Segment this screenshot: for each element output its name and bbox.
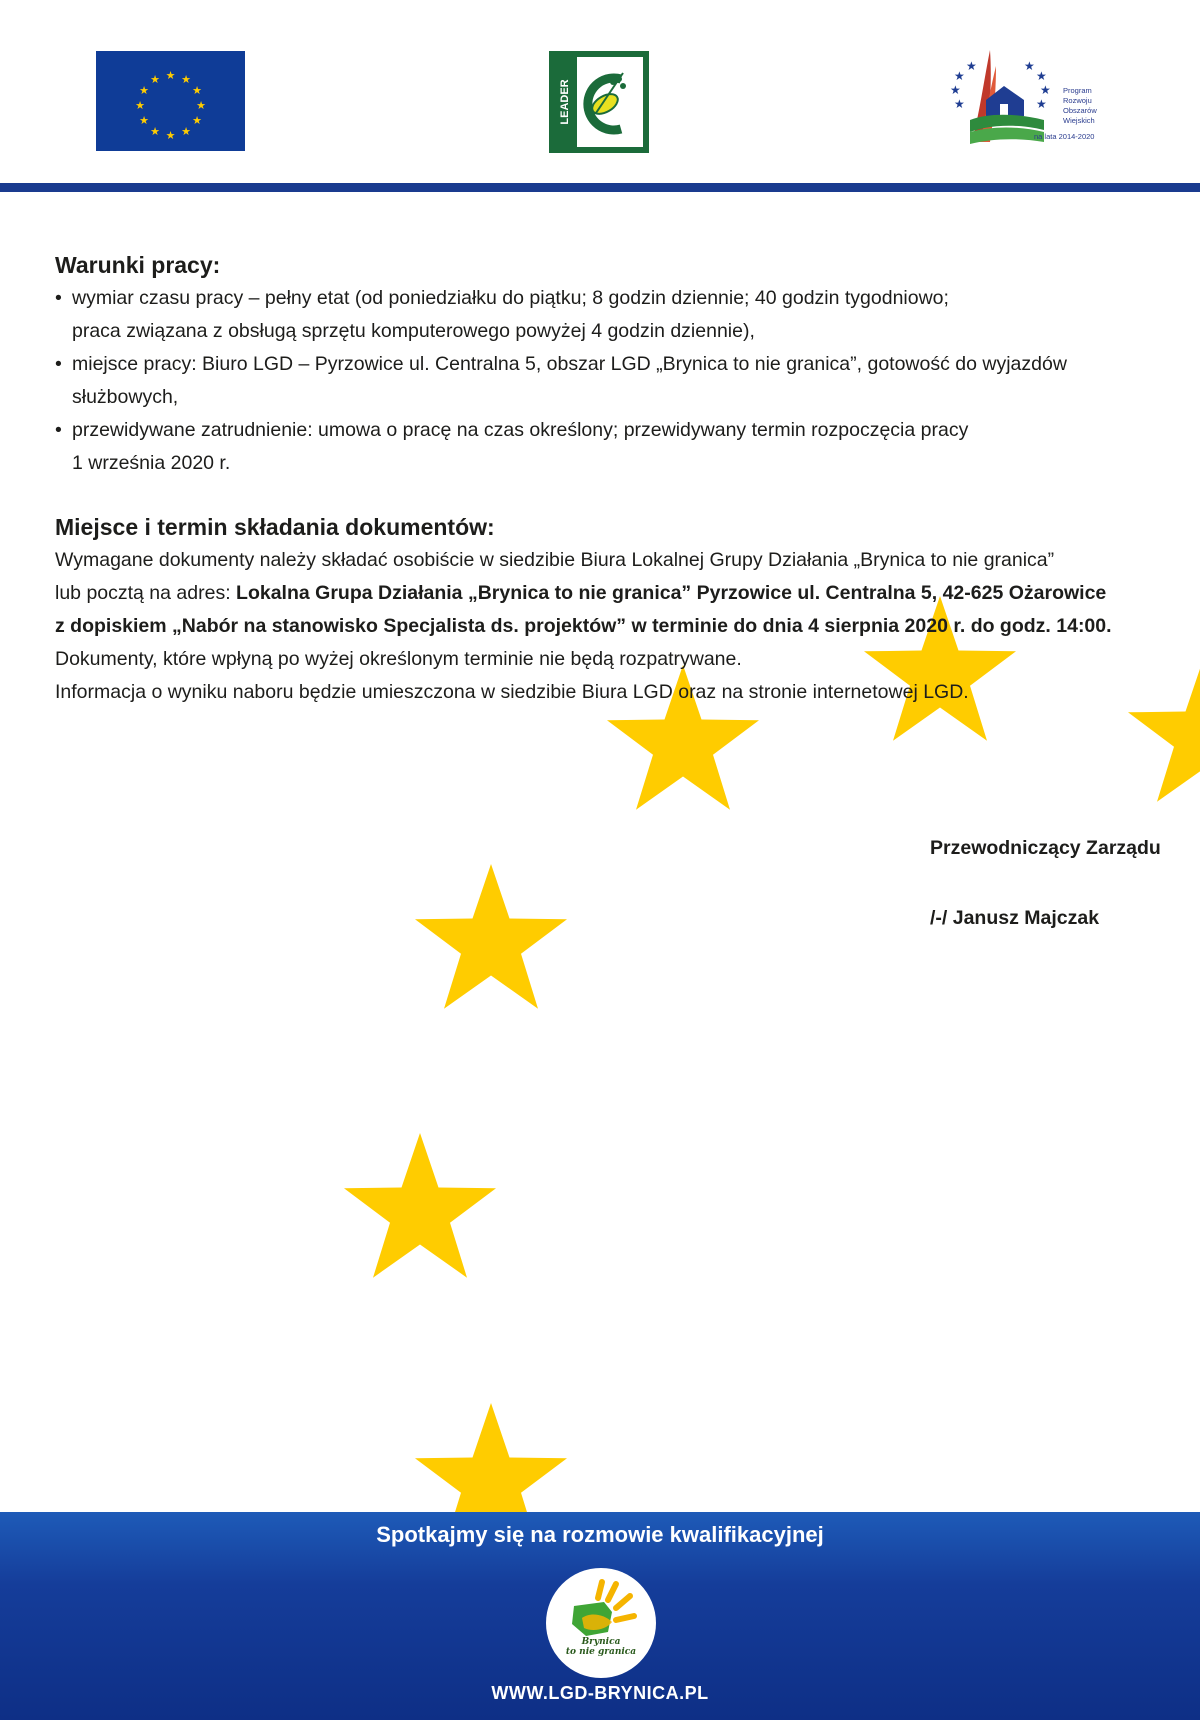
svg-text:★: ★ (1040, 83, 1051, 97)
bullet-icon: • (55, 287, 62, 309)
paragraph: Informacja o wyniku naboru będzie umieszczona w siedzibie Biura LGD oraz na stronie internetowej LGD. (55, 681, 969, 703)
address-prefix: lub pocztą na adres: (55, 582, 237, 604)
background-star (344, 1133, 496, 1278)
deadline-bold: z dopiskiem „Nabór na stanowisko Specjalista ds. projektów” w terminie do dnia 4 sierpnia 2020 r. do godz. 14:00. (55, 615, 1112, 637)
main-content (55, 248, 1190, 709)
svg-text:★: ★ (1036, 69, 1047, 83)
prow-logo-text (1063, 86, 1097, 126)
svg-text:★: ★ (135, 99, 145, 112)
signature-name: /-/ Janusz Majczak (930, 907, 1100, 929)
brynica-logo-text (561, 1637, 641, 1657)
section-submission (55, 510, 1190, 709)
svg-text:★: ★ (1036, 97, 1047, 111)
svg-text:★: ★ (181, 125, 191, 138)
prow-line: Wiejskich (1063, 116, 1095, 125)
svg-text:★: ★ (966, 59, 977, 73)
eu-flag-icon (96, 51, 245, 151)
list-item-line: służbowych, (72, 386, 179, 408)
paragraph-bold (55, 610, 1190, 643)
svg-text:★: ★ (165, 69, 176, 82)
list-item-line: praca związana z obsługą sprzętu komputerowego powyżej 4 godzin dziennie), (72, 320, 755, 342)
background-star (415, 864, 567, 1009)
prow-line: Obszarów (1063, 106, 1097, 115)
svg-text:★: ★ (1024, 59, 1035, 73)
svg-text:★: ★ (181, 73, 191, 86)
list-item-line: miejsce pracy: Biuro LGD – Pyrzowice ul. Centralna 5, obszar LGD „Brynica to nie granica”, gotowość do wyjazdów (72, 353, 1067, 375)
list-item-line: wymiar czasu pracy – pełny etat (od poniedziałku do piątku; 8 godzin dziennie; 40 godzin tygodniowo; (72, 287, 949, 309)
list-item-line: przewidywane zatrudnienie: umowa o pracę na czas określony; przewidywany termin rozpoczęcia pracy (72, 419, 969, 441)
paragraph (55, 577, 1190, 610)
svg-text:★: ★ (954, 97, 965, 111)
header-divider (0, 183, 1200, 192)
leader-logo-icon (549, 51, 649, 153)
prow-years: na lata 2014-2020 (1034, 132, 1095, 141)
paragraph: Wymagane dokumenty należy składać osobiście w siedzibie Biura Lokalnej Grupy Działania „Brynica to nie granica” (55, 549, 1055, 571)
signature-block (930, 831, 1161, 935)
svg-text:★: ★ (192, 114, 202, 127)
bullet-icon: • (55, 353, 62, 375)
svg-text:★: ★ (139, 114, 149, 127)
brynica-logo-line: Brynica (581, 1637, 621, 1647)
list-item (55, 282, 1190, 348)
list-item (55, 414, 1190, 480)
address-bold: Lokalna Grupa Działania „Brynica to nie granica” Pyrzowice ul. Centralna 5, 42-625 Ożarowice (236, 582, 1107, 604)
svg-text:★: ★ (139, 84, 149, 97)
brynica-logo-line: to nie granica (565, 1647, 637, 1657)
svg-text:★: ★ (196, 99, 206, 112)
prow-line: Rozwoju (1063, 96, 1092, 105)
signature-role: Przewodniczący Zarządu (930, 837, 1161, 859)
footer-tagline: Spotkajmy się na rozmowie kwalifikacyjnej (376, 1522, 824, 1547)
prow-line: Program (1063, 86, 1092, 95)
svg-text:★: ★ (192, 84, 202, 97)
bullet-icon: • (55, 419, 62, 441)
list-item-line: 1 września 2020 r. (72, 452, 231, 474)
svg-text:★: ★ (954, 69, 965, 83)
svg-text:★: ★ (150, 73, 160, 86)
section-title-working-conditions: Warunki pracy: (55, 252, 221, 278)
svg-text:★: ★ (150, 125, 160, 138)
list-item (55, 348, 1190, 414)
svg-text:★: ★ (165, 129, 176, 142)
section-title-submission: Miejsce i termin składania dokumentów: (55, 514, 495, 540)
brynica-hand-logo-icon (546, 1568, 656, 1678)
paragraph: Dokumenty, które wpłyną po wyżej określonym terminie nie będą rozpatrywane. (55, 648, 742, 670)
website-link[interactable]: WWW.LGD-BRYNICA.PL (491, 1683, 709, 1703)
leader-logo-text: LEADER (559, 79, 571, 125)
svg-text:★: ★ (950, 83, 961, 97)
